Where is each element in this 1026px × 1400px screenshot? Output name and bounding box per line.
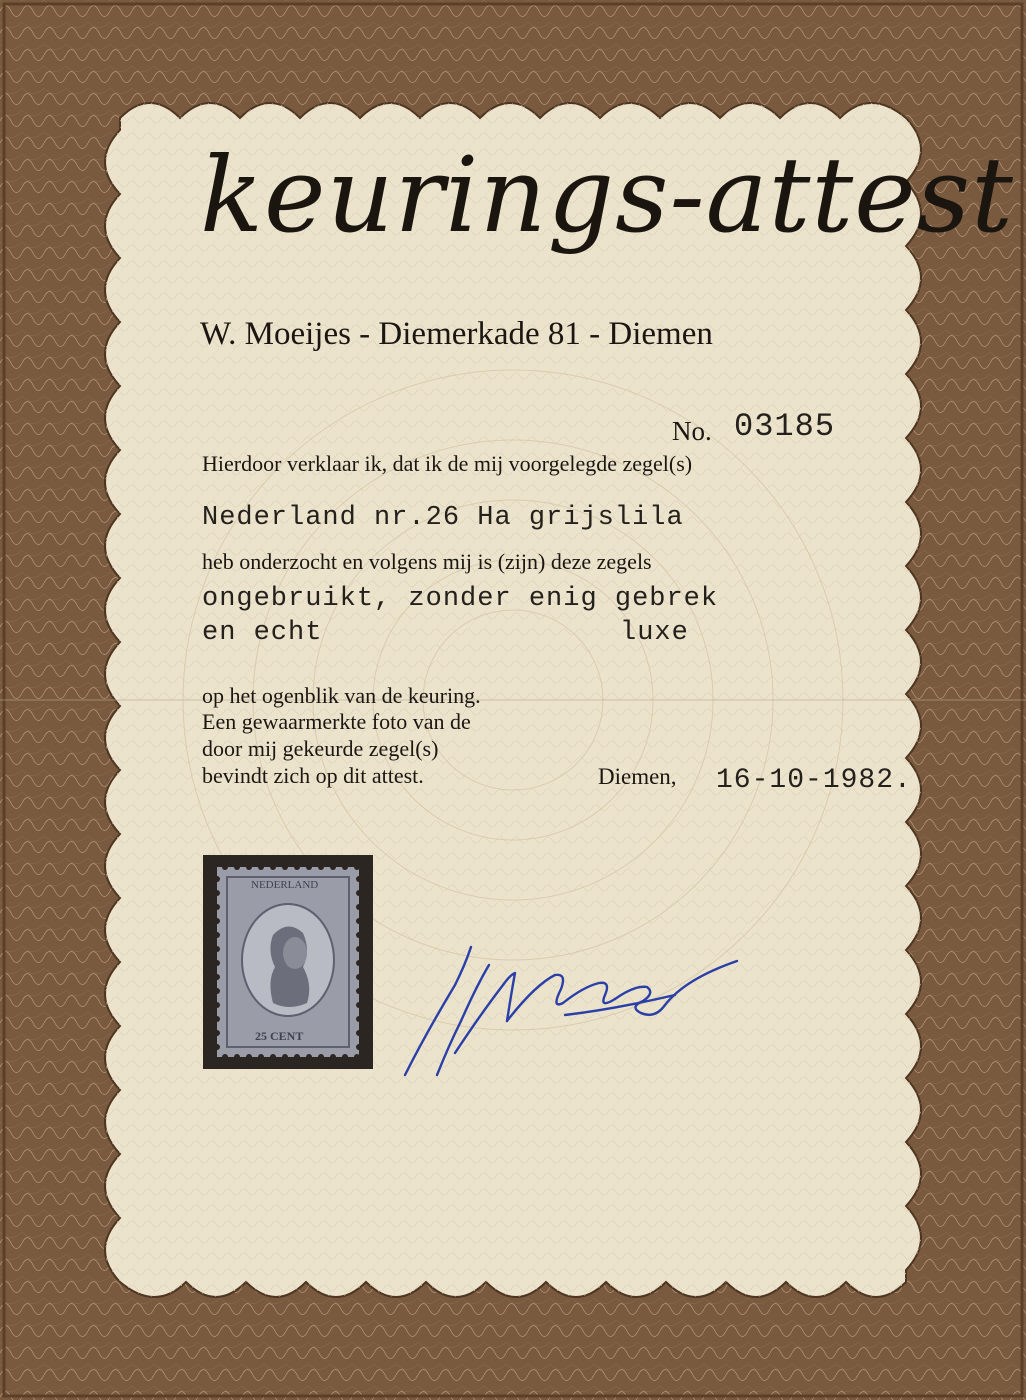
closing-line-3: door mij gekeurde zegel(s) — [202, 736, 439, 761]
certificate-number: 03185 — [734, 408, 836, 445]
condition-line-2-left: en echt — [202, 618, 323, 648]
stamp-country: NEDERLAND — [251, 879, 319, 891]
closing-line-4: bevindt zich op dit attest. — [202, 763, 424, 788]
declaration-text: Hierdoor verklaar ik, dat ik de mij voorgelegde zegel(s) — [202, 451, 693, 476]
handwritten-signature — [385, 925, 745, 1090]
issuer-line: W. Moeijes - Diemerkade 81 - Diemen — [200, 316, 713, 352]
certificate-number-label: No. — [672, 416, 712, 446]
stamp-value: 25 CENT — [255, 1029, 304, 1043]
certificate-title: keurings-attest — [200, 134, 1014, 256]
closing-line-1: op het ogenblik van de keuring. — [202, 683, 481, 708]
issue-date: 16-10-1982. — [716, 765, 912, 796]
condition-line-1: ongebruikt, zonder enig gebrek — [202, 584, 719, 614]
closing-line-2: Een gewaarmerkte foto van de — [202, 709, 471, 734]
stamp-description: Nederland nr.26 Ha grijslila — [202, 503, 684, 533]
issue-place: Diemen, — [598, 764, 677, 789]
condition-line-2-right: luxe — [620, 618, 689, 648]
examined-text: heb onderzocht en volgens mij is (zijn) deze zegels — [202, 549, 652, 574]
postage-stamp-photo — [203, 855, 373, 1069]
